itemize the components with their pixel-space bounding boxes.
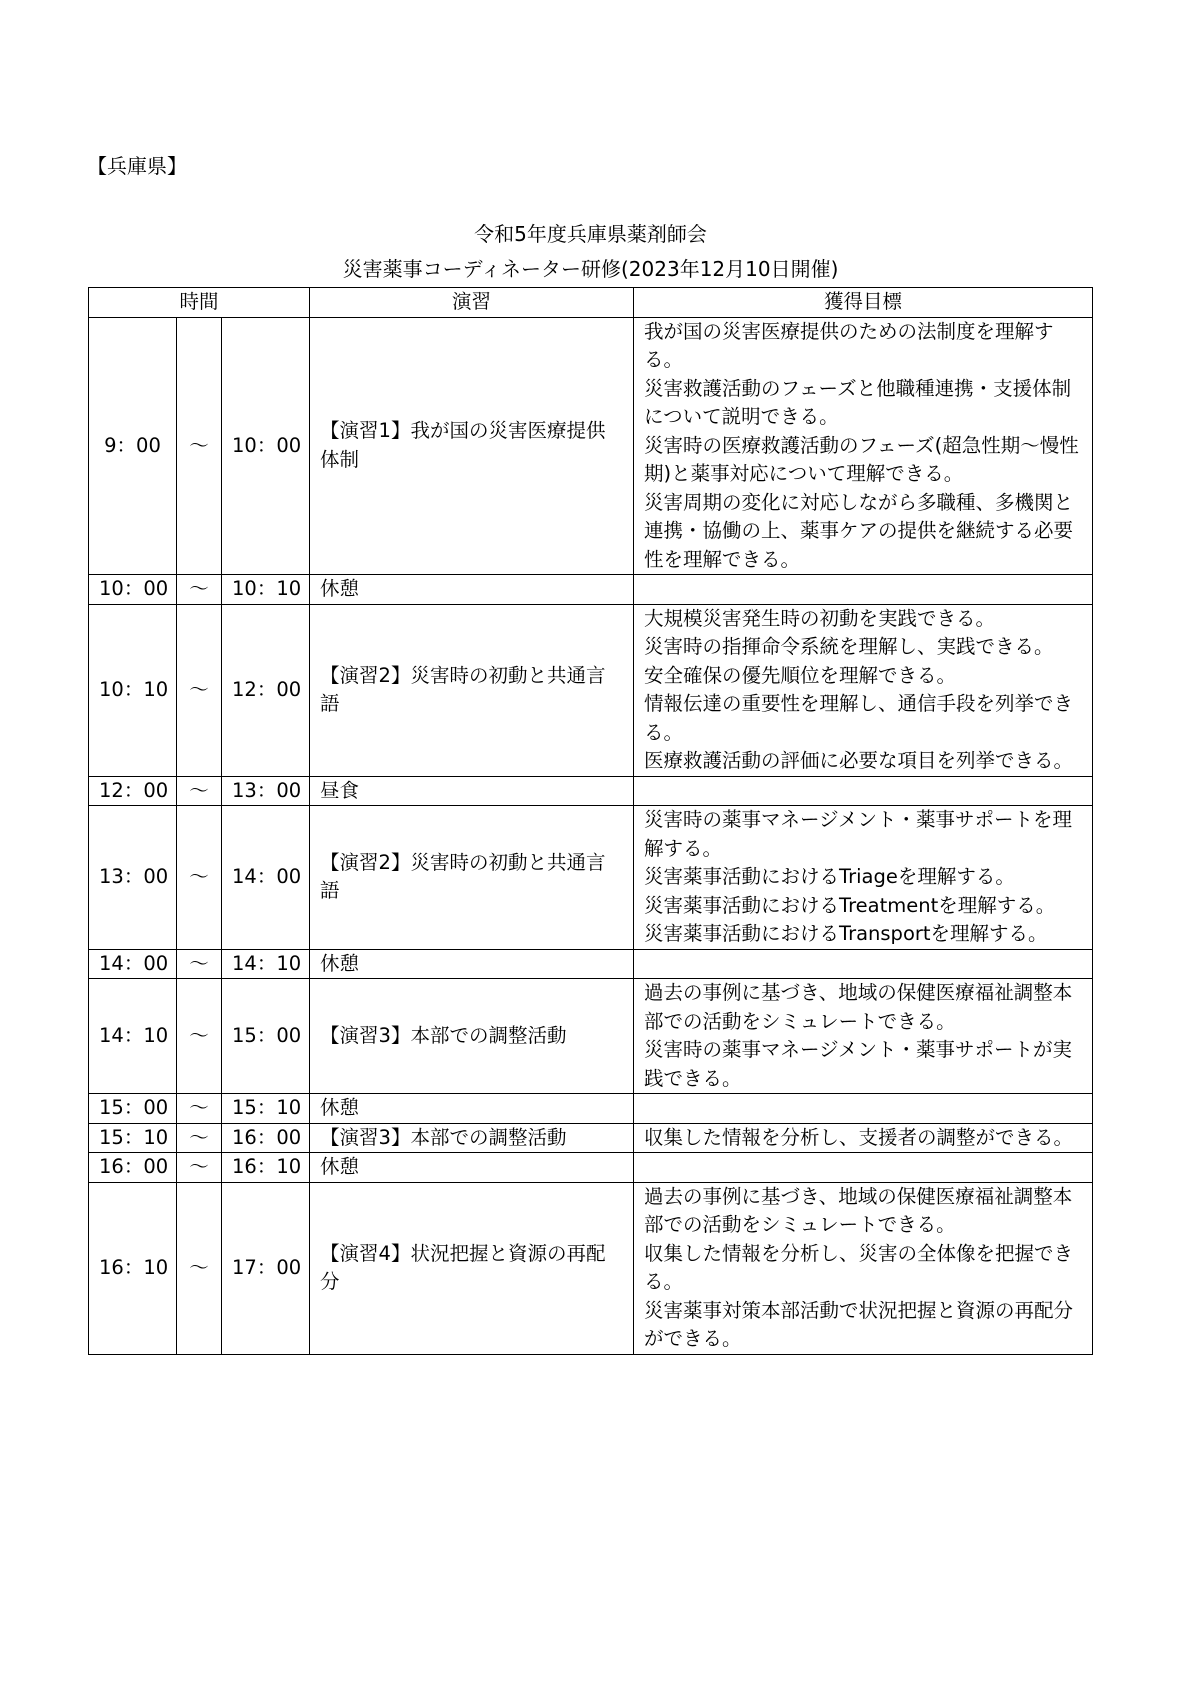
- exercise-cell: 【演習1】我が国の災害医療提供体制: [310, 317, 634, 575]
- exercise-header: 演習: [310, 288, 634, 318]
- time-separator: ～: [177, 1182, 222, 1354]
- goal-cell: [634, 1123, 1093, 1153]
- end-time: 17：00: [222, 1182, 310, 1354]
- start-time: 13：00: [89, 806, 177, 950]
- end-time: 10：00: [222, 317, 310, 575]
- exercise-cell: 【演習4】状況把握と資源の再配分: [310, 1182, 634, 1354]
- start-time: 15：00: [89, 1094, 177, 1124]
- time-separator: ～: [177, 806, 222, 950]
- time-separator: ～: [177, 1094, 222, 1124]
- goal-item: 災害時の薬事マネージメント・薬事サポートを理解する。: [644, 808, 1073, 860]
- table-row: [89, 979, 1093, 1094]
- table-row: [89, 806, 1093, 950]
- start-time: 15：10: [89, 1123, 177, 1153]
- goal-item: 過去の事例に基づき、地域の保健医療福祉調整本部での活動をシミュレートできる。: [644, 1184, 1073, 1236]
- goal-item: 災害薬事対策本部活動で状況把握と資源の再配分ができる。: [644, 1298, 1074, 1350]
- table-row: [89, 776, 1093, 806]
- start-time: 16：10: [89, 1182, 177, 1354]
- table-row: [89, 949, 1093, 979]
- goal-cell: [634, 1153, 1093, 1183]
- exercise-cell: 休憩: [310, 1153, 634, 1183]
- exercise-cell: 【演習2】災害時の初動と共通言語: [310, 806, 634, 950]
- goal-item: 災害薬事活動におけるTransportを理解する。: [644, 922, 1048, 945]
- goal-cell: [634, 806, 1093, 950]
- table-row: [89, 317, 1093, 575]
- time-separator: ～: [177, 1153, 222, 1183]
- goal-item: 過去の事例に基づき、地域の保健医療福祉調整本部での活動をシミュレートできる。: [644, 981, 1073, 1033]
- time-separator: ～: [177, 776, 222, 806]
- goal-item: 安全確保の優先順位を理解できる。: [644, 663, 957, 687]
- prefecture-label: 【兵庫県】: [87, 154, 187, 178]
- time-separator: ～: [177, 575, 222, 605]
- end-time: 15：10: [222, 1094, 310, 1124]
- goal-cell: [634, 575, 1093, 605]
- start-time: 10：00: [89, 575, 177, 605]
- goal-item: 情報伝達の重要性を理解し、通信手段を列挙できる。: [644, 692, 1074, 744]
- goal-item: 災害時の医療救護活動のフェーズ(超急性期～慢性期)と薬事対応について理解できる。: [644, 433, 1079, 485]
- goal-cell: [634, 979, 1093, 1094]
- exercise-cell: 休憩: [310, 949, 634, 979]
- start-time: 14：00: [89, 949, 177, 979]
- goal-header: 獲得目標: [634, 288, 1093, 318]
- goal-cell: [634, 776, 1093, 806]
- exercise-cell: 休憩: [310, 575, 634, 605]
- table-row: [89, 575, 1093, 605]
- goal-cell: [634, 1182, 1093, 1354]
- document-subtitle: 災害薬事コーディネーター研修(2023年12月10日開催): [342, 257, 839, 281]
- end-time: 14：10: [222, 949, 310, 979]
- goal-item: 災害薬事活動におけるTriageを理解する。: [644, 865, 1015, 888]
- goal-item: 収集した情報を分析し、支援者の調整ができる。: [644, 1125, 1074, 1149]
- goal-item: 我が国の災害医療提供のための法制度を理解する。: [644, 319, 1054, 371]
- schedule-table: [88, 287, 1093, 1355]
- time-separator: ～: [177, 949, 222, 979]
- time-separator: ～: [177, 317, 222, 575]
- table-row: [89, 1182, 1093, 1354]
- end-time: 15：00: [222, 979, 310, 1094]
- exercise-cell: 【演習3】本部での調整活動: [310, 979, 634, 1094]
- end-time: 16：00: [222, 1123, 310, 1153]
- goal-cell: [634, 317, 1093, 575]
- end-time: 16：10: [222, 1153, 310, 1183]
- table-row: [89, 1153, 1093, 1183]
- table-row: [89, 1123, 1093, 1153]
- goal-item: 災害救護活動のフェーズと他職種連携・支援体制について説明できる。: [644, 376, 1072, 428]
- time-separator: ～: [177, 979, 222, 1094]
- start-time: 16：00: [89, 1153, 177, 1183]
- exercise-cell: 【演習2】災害時の初動と共通言語: [310, 604, 634, 776]
- goal-cell: [634, 604, 1093, 776]
- goal-cell: [634, 949, 1093, 979]
- table-row: [89, 1094, 1093, 1124]
- time-separator: ～: [177, 1123, 222, 1153]
- goal-item: 災害周期の変化に対応しながら多職種、多機関と連携・協働の上、薬事ケアの提供を継続する必要性を理解できる。: [644, 490, 1074, 571]
- goal-item: 災害時の薬事マネージメント・薬事サポートが実践できる。: [644, 1038, 1073, 1090]
- start-time: 10：10: [89, 604, 177, 776]
- start-time: 9：00: [89, 317, 177, 575]
- header-row: [89, 288, 1093, 318]
- goal-item: 医療救護活動の評価に必要な項目を列挙できる。: [644, 749, 1074, 772]
- exercise-cell: 昼食: [310, 776, 634, 806]
- goal-cell: [634, 1094, 1093, 1124]
- end-time: 13：00: [222, 776, 310, 806]
- table-row: [89, 604, 1093, 776]
- document-title: 令和5年度兵庫県薬剤師会: [474, 222, 707, 246]
- end-time: 10：10: [222, 575, 310, 605]
- goal-item: 大規模災害発生時の初動を実践できる。: [644, 606, 996, 630]
- end-time: 14：00: [222, 806, 310, 950]
- goal-item: 災害薬事活動におけるTreatmentを理解する。: [644, 893, 1056, 917]
- exercise-cell: 休憩: [310, 1094, 634, 1124]
- time-separator: ～: [177, 604, 222, 776]
- start-time: 14：10: [89, 979, 177, 1094]
- time-header: 時間: [89, 288, 310, 318]
- exercise-cell: 【演習3】本部での調整活動: [310, 1123, 634, 1153]
- goal-item: 収集した情報を分析し、災害の全体像を把握できる。: [644, 1241, 1074, 1293]
- end-time: 12：00: [222, 604, 310, 776]
- goal-item: 災害時の指揮命令系統を理解し、実践できる。: [644, 635, 1054, 658]
- start-time: 12：00: [89, 776, 177, 806]
- schedule-body: [89, 317, 1093, 1354]
